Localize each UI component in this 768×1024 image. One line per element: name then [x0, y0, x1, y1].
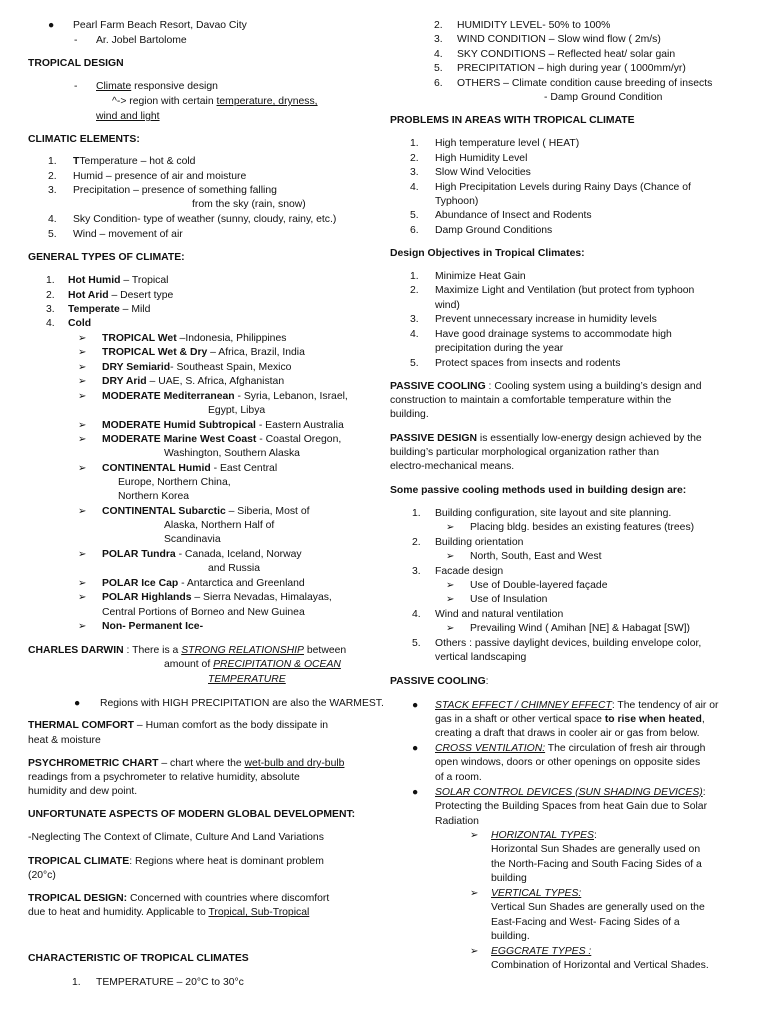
passive-design-definition: PASSIVE DESIGN is essentially low-energy design achieved by the: [390, 433, 702, 444]
list-number: 2.: [412, 537, 421, 548]
list-item: Humid – presence of air and moisture: [73, 171, 247, 182]
list-number: 6.: [434, 78, 443, 89]
psychrometric-line-2: readings from a psychrometer to relative humidity, absolute: [28, 772, 300, 783]
list-number: 2.: [46, 290, 55, 301]
list-item: CONTINENTAL Subarctic – Siberia, Most of: [102, 506, 310, 517]
list-item-continuation: and Russia: [208, 563, 260, 574]
list-item-continuation: - Damp Ground Condition: [544, 92, 663, 103]
tropical-climate-line-2: (20°c): [28, 870, 56, 881]
arrow-bullet-icon: ➢: [470, 830, 479, 841]
arrow-bullet-icon: ➢: [446, 594, 455, 605]
horizontal-types-label: HORIZONTAL TYPES:: [491, 830, 597, 841]
solar-control-line: SOLAR CONTROL DEVICES (SUN SHADING DEVICES):: [435, 787, 706, 798]
list-item: DRY Arid – UAE, S. Africa, Afghanistan: [102, 376, 285, 387]
list-number: 4.: [46, 318, 55, 329]
arrow-bullet-icon: ➢: [470, 888, 479, 899]
list-number: 3.: [410, 314, 419, 325]
list-number: 3.: [410, 167, 419, 178]
list-item-continuation: precipitation during the year: [435, 343, 564, 354]
list-item: High Humidity Level: [435, 153, 528, 164]
list-number: 4.: [410, 182, 419, 193]
passive-methods-heading: Some passive cooling methods used in building design are:: [390, 485, 687, 496]
tropical-design-heading: TROPICAL DESIGN: [28, 58, 124, 69]
vertical-types-text: Vertical Sun Shades are generally used on the: [491, 902, 705, 913]
arrow-bullet-icon: ➢: [78, 434, 87, 445]
list-item-continuation: Scandinavia: [164, 534, 221, 545]
stack-effect-line: STACK EFFECT / CHIMNEY EFFECT: The tendency of air or: [435, 700, 719, 711]
sub-item: Use of Insulation: [470, 594, 548, 605]
characteristic-heading: CHARACTERISTIC OF TROPICAL CLIMATES: [28, 953, 249, 964]
list-item: POLAR Highlands – Sierra Nevadas, Himalayas,: [102, 592, 332, 603]
vertical-types-label: VERTICAL TYPES:: [491, 888, 582, 899]
list-item: Have good drainage systems to accommodate high: [435, 329, 672, 340]
list-number: 2.: [48, 171, 57, 182]
eggcrate-types-text: Combination of Horizontal and Vertical Shades.: [491, 960, 709, 971]
list-item-continuation: Typhoon): [435, 196, 479, 207]
darwin-line: CHARLES DARWIN : There is a STRONG RELATIONSHIP between: [28, 645, 347, 656]
passive-cooling-definition: PASSIVE COOLING : Cooling system using a building’s design and: [390, 381, 702, 392]
list-item: Hot Arid – Desert type: [68, 290, 174, 301]
sub-item: North, South, East and West: [470, 551, 602, 562]
list-item: High Precipitation Levels during Rainy Days (Chance of: [435, 182, 691, 193]
list-number: 5.: [434, 63, 443, 74]
sub-item: Prevailing Wind ( Amihan [NE] & Habagat [SW]): [470, 623, 691, 634]
tropical-design-line-2: due to heat and humidity. Applicable to Tropical, Sub-Tropical: [28, 907, 310, 918]
darwin-line-3: TEMPERATURE: [208, 674, 286, 685]
thermal-comfort-line: THERMAL COMFORT – Human comfort as the body dissipate in: [28, 720, 329, 731]
list-item-continuation: Europe, Northern China,: [118, 477, 231, 488]
psychrometric-line-3: humidity and dew point.: [28, 786, 138, 797]
list-item-continuation: Washington, Southern Alaska: [164, 448, 300, 459]
list-number: 4.: [434, 49, 443, 60]
arrow-bullet-icon: ➢: [78, 362, 87, 373]
arrow-bullet-icon: ➢: [78, 347, 87, 358]
passive-cooling-definition-2: construction to maintain a comfortable temperature within the: [390, 395, 672, 406]
arrow-bullet-icon: ➢: [78, 463, 87, 474]
list-item: TROPICAL Wet –Indonesia, Philippines: [102, 333, 287, 344]
arrow-bullet-icon: ➢: [470, 946, 479, 957]
list-number: 4.: [410, 329, 419, 340]
list-number: 4.: [48, 214, 57, 225]
list-item: Wind – movement of air: [73, 229, 183, 240]
list-item: HUMIDITY LEVEL- 50% to 100%: [457, 20, 611, 31]
passive-cooling-heading: PASSIVE COOLING:: [390, 676, 489, 687]
list-item: Facade design: [435, 566, 504, 577]
list-item: TROPICAL Wet & Dry – Africa, Brazil, India: [102, 347, 305, 358]
list-item-continuation: wind): [435, 300, 460, 311]
list-number: 2.: [410, 285, 419, 296]
list-item: TEMPERATURE – 20°C to 30°c: [96, 977, 244, 988]
cross-ventilation-line-3: of a room.: [435, 772, 482, 783]
list-item: Damp Ground Conditions: [435, 225, 553, 236]
tropical-design-line: TROPICAL DESIGN: Concerned with countries where discomfort: [28, 893, 330, 904]
list-item: Prevent unnecessary increase in humidity levels: [435, 314, 657, 325]
architect-name: Ar. Jobel Bartolome: [96, 35, 187, 46]
problems-heading: PROBLEMS IN AREAS WITH TROPICAL CLIMATE: [390, 115, 635, 126]
list-item: POLAR Ice Cap - Antarctica and Greenland: [102, 578, 305, 589]
arrow-bullet-icon: ➢: [78, 578, 87, 589]
high-precipitation-note: Regions with HIGH PRECIPITATION are also the WARMEST.: [100, 698, 384, 709]
list-item: Minimize Heat Gain: [435, 271, 526, 282]
arrow-bullet-icon: ➢: [446, 551, 455, 562]
region-line-2: wind and light: [96, 111, 160, 122]
list-number: 5.: [410, 358, 419, 369]
list-number: 2.: [410, 153, 419, 164]
list-item: Temperate – Mild: [68, 304, 151, 315]
arrow-bullet-icon: ➢: [78, 391, 87, 402]
horizontal-types-text-2: the North-Facing and South Facing Sides of a: [491, 859, 702, 870]
list-item: Abundance of Insect and Rodents: [435, 210, 592, 221]
bullet-icon: ●: [74, 698, 81, 709]
bullet-icon: ●: [412, 743, 419, 754]
list-number: 1.: [46, 275, 55, 286]
stack-effect-line-3: creating a draft that draws in cooler air or gas from below.: [435, 728, 700, 739]
list-item: SKY CONDITIONS – Reflected heat/ solar gain: [457, 49, 676, 60]
arrow-bullet-icon: ➢: [446, 580, 455, 591]
list-item: CONTINENTAL Humid - East Central: [102, 463, 278, 474]
list-item: POLAR Tundra - Canada, Iceland, Norway: [102, 549, 302, 560]
list-item: Precipitation – presence of something falling: [73, 185, 277, 196]
list-item-continuation: vertical landscaping: [435, 652, 527, 663]
list-item: PRECIPITATION – high during year ( 1000mm/yr): [457, 63, 686, 74]
list-number: 1.: [410, 271, 419, 282]
bullet-icon: ●: [412, 700, 419, 711]
list-item: Protect spaces from insects and rodents: [435, 358, 621, 369]
arrow-bullet-icon: ➢: [78, 592, 87, 603]
arrow-bullet-icon: ➢: [78, 420, 87, 431]
list-item: Cold: [68, 318, 92, 329]
thermal-comfort-line-2: heat & moisture: [28, 735, 101, 746]
general-types-heading: GENERAL TYPES OF CLIMATE:: [28, 252, 185, 263]
list-item: OTHERS – Climate condition cause breeding of insects: [457, 78, 713, 89]
list-item: Sky Condition- type of weather (sunny, cloudy, rainy, etc.): [73, 214, 337, 225]
climatic-elements-heading: CLIMATIC ELEMENTS:: [28, 134, 140, 145]
list-item: DRY Semiarid- Southeast Spain, Mexico: [102, 362, 292, 373]
eggcrate-types-label: EGGCRATE TYPES :: [491, 946, 592, 957]
arrow-bullet-icon: ➢: [446, 623, 455, 634]
passive-design-definition-2: building’s particular morphological organization rather than: [390, 447, 659, 458]
list-item: Others : passive daylight devices, building envelope color,: [435, 638, 702, 649]
list-number: 1.: [72, 977, 81, 988]
list-item: MODERATE Marine West Coast - Coastal Oregon,: [102, 434, 342, 445]
bullet-icon: ●: [412, 787, 419, 798]
list-number: 5.: [48, 229, 57, 240]
list-item: MODERATE Mediterranean - Syria, Lebanon, Israel,: [102, 391, 348, 402]
dash-marker: -: [74, 35, 78, 46]
list-item-continuation: Northern Korea: [118, 491, 190, 502]
list-item-continuation: Alaska, Northern Half of: [164, 520, 275, 531]
vertical-types-text-2: East-Facing and West- Facing Sides of a: [491, 917, 680, 928]
tropical-climate-line: TROPICAL CLIMATE: Regions where heat is dominant problem: [28, 856, 324, 867]
arrow-bullet-icon: ➢: [446, 522, 455, 533]
list-item-continuation: Egypt, Libya: [208, 405, 266, 416]
list-item: Non- Permanent Ice-: [102, 621, 204, 632]
horizontal-types-text-3: building: [491, 873, 527, 884]
unfortunate-text: -Neglecting The Context of Climate, Culture And Land Variations: [28, 832, 324, 843]
list-item-continuation: Central Portions of Borneo and New Guinea: [102, 607, 305, 618]
stack-effect-line-2: gas in a shaft or other vertical space to rise when heated,: [435, 714, 705, 725]
arrow-bullet-icon: ➢: [78, 333, 87, 344]
list-number: 1.: [48, 156, 57, 167]
arrow-bullet-icon: ➢: [78, 621, 87, 632]
list-number: 1.: [410, 138, 419, 149]
vertical-types-text-3: building.: [491, 931, 530, 942]
psychrometric-line: PSYCHROMETRIC CHART – chart where the wet-bulb and dry-bulb: [28, 758, 345, 769]
passive-design-definition-3: electro-mechanical means.: [390, 461, 515, 472]
list-number: 3.: [46, 304, 55, 315]
list-item: Building orientation: [435, 537, 524, 548]
region-line: ^-> region with certain temperature, dryness,: [112, 96, 318, 107]
list-number: 4.: [412, 609, 421, 620]
list-item: Hot Humid – Tropical: [68, 275, 169, 286]
sub-item: Placing bldg. besides an existing features (trees): [470, 522, 695, 533]
list-item: MODERATE Humid Subtropical - Eastern Australia: [102, 420, 344, 431]
solar-control-line-3: Radiation: [435, 816, 479, 827]
bullet-icon: ●: [48, 20, 55, 31]
sub-item: Use of Double-layered façade: [470, 580, 608, 591]
list-item: Wind and natural ventilation: [435, 609, 564, 620]
darwin-line-2: amount of PRECIPITATION & OCEAN: [164, 659, 341, 670]
list-item: WIND CONDITION – Slow wind flow ( 2m/s): [457, 34, 661, 45]
list-item: High temperature level ( HEAT): [435, 138, 580, 149]
list-number: 3.: [434, 34, 443, 45]
list-number: 2.: [434, 20, 443, 31]
list-number: 5.: [412, 638, 421, 649]
list-item: Building configuration, site layout and site planning.: [435, 508, 672, 519]
passive-cooling-definition-3: building.: [390, 409, 429, 420]
horizontal-types-text: Horizontal Sun Shades are generally used on: [491, 844, 701, 855]
unfortunate-heading: UNFORTUNATE ASPECTS OF MODERN GLOBAL DEVELOPMENT:: [28, 809, 356, 820]
cross-ventilation-line-2: open windows, doors or other openings on opposite sides: [435, 757, 701, 768]
list-number: 5.: [410, 210, 419, 221]
list-item: Maximize Light and Ventilation (but protect from typhoon: [435, 285, 695, 296]
cross-ventilation-line: CROSS VENTILATION: The circulation of fresh air through: [435, 743, 706, 754]
list-number: 6.: [410, 225, 419, 236]
resort-name: Pearl Farm Beach Resort, Davao City: [73, 20, 247, 31]
dash-marker: -: [74, 81, 78, 92]
list-item-continuation: from the sky (rain, snow): [192, 199, 306, 210]
arrow-bullet-icon: ➢: [78, 506, 87, 517]
list-item: Slow Wind Velocities: [435, 167, 531, 178]
list-item: TTemperature – hot & cold: [73, 156, 196, 167]
list-number: 3.: [48, 185, 57, 196]
climate-responsive-line: Climate responsive design: [96, 81, 218, 92]
design-objectives-heading: Design Objectives in Tropical Climates:: [390, 248, 585, 259]
arrow-bullet-icon: ➢: [78, 376, 87, 387]
list-number: 3.: [412, 566, 421, 577]
arrow-bullet-icon: ➢: [78, 549, 87, 560]
list-number: 1.: [412, 508, 421, 519]
solar-control-line-2: Protecting the Building Spaces from heat Gain due to Solar: [435, 801, 708, 812]
